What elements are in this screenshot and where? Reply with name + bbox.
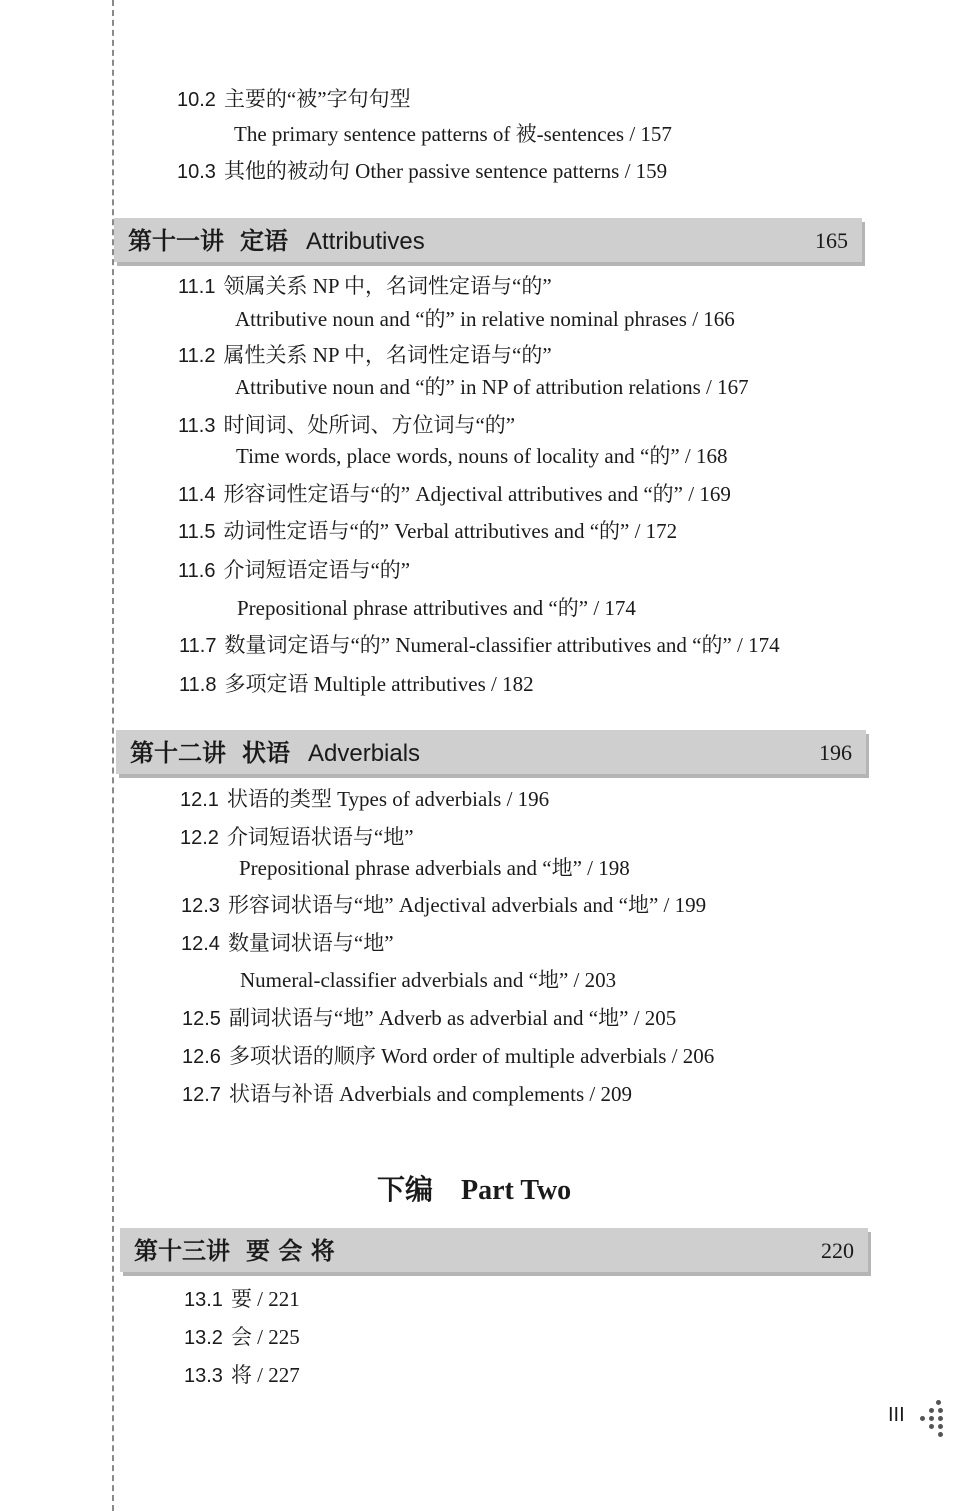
- entry-number: 11.2: [178, 345, 216, 367]
- chapter-number: 第十一讲: [128, 227, 224, 255]
- entry-title: 副词状语与“地” Adverb as adverbial and “地” / 205: [228, 1006, 677, 1030]
- toc-entry-12-4-subtitle: Numeral-classifier adverbials and “地” / 203: [240, 968, 617, 992]
- entry-title: 形容词性定语与“的” Adjectival attributives and “的” / 169: [223, 482, 731, 506]
- entry-number: 10.3: [177, 161, 216, 183]
- chapter-page: 196: [819, 740, 852, 765]
- toc-entry-10-2[interactable]: [177, 86, 411, 113]
- entry-number: 13.3: [184, 1365, 223, 1387]
- toc-entry-12-1[interactable]: [180, 786, 549, 813]
- chapter-number: 第十二讲: [130, 739, 226, 767]
- toc-entry-11-2[interactable]: [178, 342, 552, 369]
- chapter-title-en: Attributives: [306, 228, 425, 255]
- entry-number: 11.3: [178, 415, 216, 437]
- entry-number: 13.2: [184, 1327, 223, 1349]
- entry-title: 属性关系 NP 中，名词性定语与“的”: [223, 343, 552, 367]
- entry-title: 数量词定语与“的” Numeral-classifier attributives and “的” / 174: [224, 633, 780, 657]
- toc-entry-13-2[interactable]: [184, 1324, 300, 1351]
- entry-title: 将 / 227: [230, 1363, 300, 1387]
- entry-title: 状语与补语 Adverbials and complements / 209: [228, 1082, 632, 1106]
- toc-entry-12-7[interactable]: [182, 1081, 632, 1108]
- chapter-page: 220: [821, 1238, 854, 1263]
- toc-entry-13-1[interactable]: [184, 1286, 300, 1313]
- chapter-title-zh: 状语: [242, 739, 290, 767]
- entry-number: 12.7: [182, 1084, 221, 1106]
- entry-number: 11.7: [179, 635, 217, 657]
- entry-title: 其他的被动句 Other passive sentence patterns / 159: [223, 159, 668, 183]
- chapter-header-11[interactable]: [114, 218, 862, 262]
- toc-entry-12-4[interactable]: [181, 930, 394, 957]
- entry-number: 11.6: [178, 560, 216, 582]
- entry-title: 要 / 221: [230, 1287, 300, 1311]
- entry-title: 时间词、处所词、方位词与“的”: [223, 413, 516, 437]
- part-heading-en: Part Two: [461, 1175, 572, 1206]
- entry-title: 会 / 225: [230, 1325, 300, 1349]
- entry-title: 动词性定语与“的” Verbal attributives and “的” / 172: [223, 519, 678, 543]
- page-number: III: [888, 1404, 905, 1426]
- entry-number: 11.8: [179, 674, 217, 696]
- toc-entry-12-5[interactable]: [182, 1005, 676, 1032]
- chapter-title: [134, 1237, 335, 1265]
- toc-entry-11-2-subtitle: Attributive noun and “的” in NP of attribution relations / 167: [235, 375, 749, 399]
- entry-title: 形容词状语与“地” Adjectival adverbials and “地” / 199: [227, 893, 707, 917]
- toc-entry-11-6-subtitle: Prepositional phrase attributives and “的” / 174: [237, 596, 636, 620]
- entry-number: 11.4: [178, 484, 216, 506]
- entry-title: 多项状语的顺序 Word order of multiple adverbials / 206: [228, 1044, 715, 1068]
- entry-number: 10.2: [177, 89, 216, 111]
- part-heading-zh: 下编: [377, 1175, 434, 1206]
- toc-entry-11-3-subtitle: Time words, place words, nouns of locality and “的” / 168: [236, 444, 728, 468]
- chapter-title-en: Adverbials: [308, 740, 421, 767]
- toc-entry-11-6[interactable]: [178, 557, 410, 584]
- entry-title: 领属关系 NP 中，名词性定语与“的”: [223, 274, 552, 298]
- toc-entry-11-8[interactable]: [179, 671, 534, 698]
- entry-title: 多项定语 Multiple attributives / 182: [224, 672, 534, 696]
- entry-number: 12.5: [182, 1008, 221, 1030]
- toc-entry-12-6[interactable]: [182, 1043, 714, 1070]
- entry-number: 11.1: [178, 276, 216, 298]
- entry-number: 12.1: [180, 789, 219, 811]
- toc-entry-11-3[interactable]: [178, 412, 515, 439]
- toc-entry-11-1-subtitle: Attributive noun and “的” in relative nominal phrases / 166: [235, 307, 735, 331]
- chapter-header-12[interactable]: [116, 730, 866, 774]
- entry-number: 13.1: [184, 1289, 223, 1311]
- part-heading: [377, 1168, 571, 1208]
- toc-entry-13-3[interactable]: [184, 1362, 300, 1389]
- toc-entry-10-2-subtitle: The primary sentence patterns of 被-sentences / 157: [234, 122, 672, 146]
- chapter-title: [130, 739, 420, 768]
- toc-entry-11-7[interactable]: [179, 632, 780, 659]
- toc-entry-11-4[interactable]: [178, 481, 731, 508]
- chapter-title-zh: 要 会 将: [246, 1237, 335, 1265]
- chapter-number: 第十三讲: [134, 1237, 230, 1265]
- toc-entry-10-3[interactable]: [177, 158, 667, 185]
- entry-title: 状语的类型 Types of adverbials / 196: [226, 787, 550, 811]
- chapter-page: 165: [815, 228, 848, 253]
- entry-title: 主要的“被”字句句型: [223, 87, 411, 111]
- chapter-title: [128, 227, 425, 256]
- toc-entry-12-2-subtitle: Prepositional phrase adverbials and “地” / 198: [239, 856, 630, 880]
- entry-number: 11.5: [178, 521, 216, 543]
- chapter-header-13[interactable]: [120, 1228, 868, 1272]
- entry-title: 介词短语定语与“的”: [223, 558, 411, 582]
- entry-number: 12.3: [181, 895, 220, 917]
- toc-entry-12-3[interactable]: [181, 892, 706, 919]
- entry-number: 12.2: [180, 827, 219, 849]
- entry-title: 介词短语状语与“地”: [226, 825, 414, 849]
- toc-entry-11-5[interactable]: [178, 518, 677, 545]
- entry-title: 数量词状语与“地”: [227, 931, 394, 955]
- toc-entry-11-1[interactable]: [178, 273, 552, 300]
- dot-ornament-icon: [918, 1398, 948, 1438]
- entry-number: 12.4: [181, 933, 220, 955]
- entry-number: 12.6: [182, 1046, 221, 1068]
- chapter-title-zh: 定语: [240, 227, 288, 255]
- toc-entry-12-2[interactable]: [180, 824, 414, 851]
